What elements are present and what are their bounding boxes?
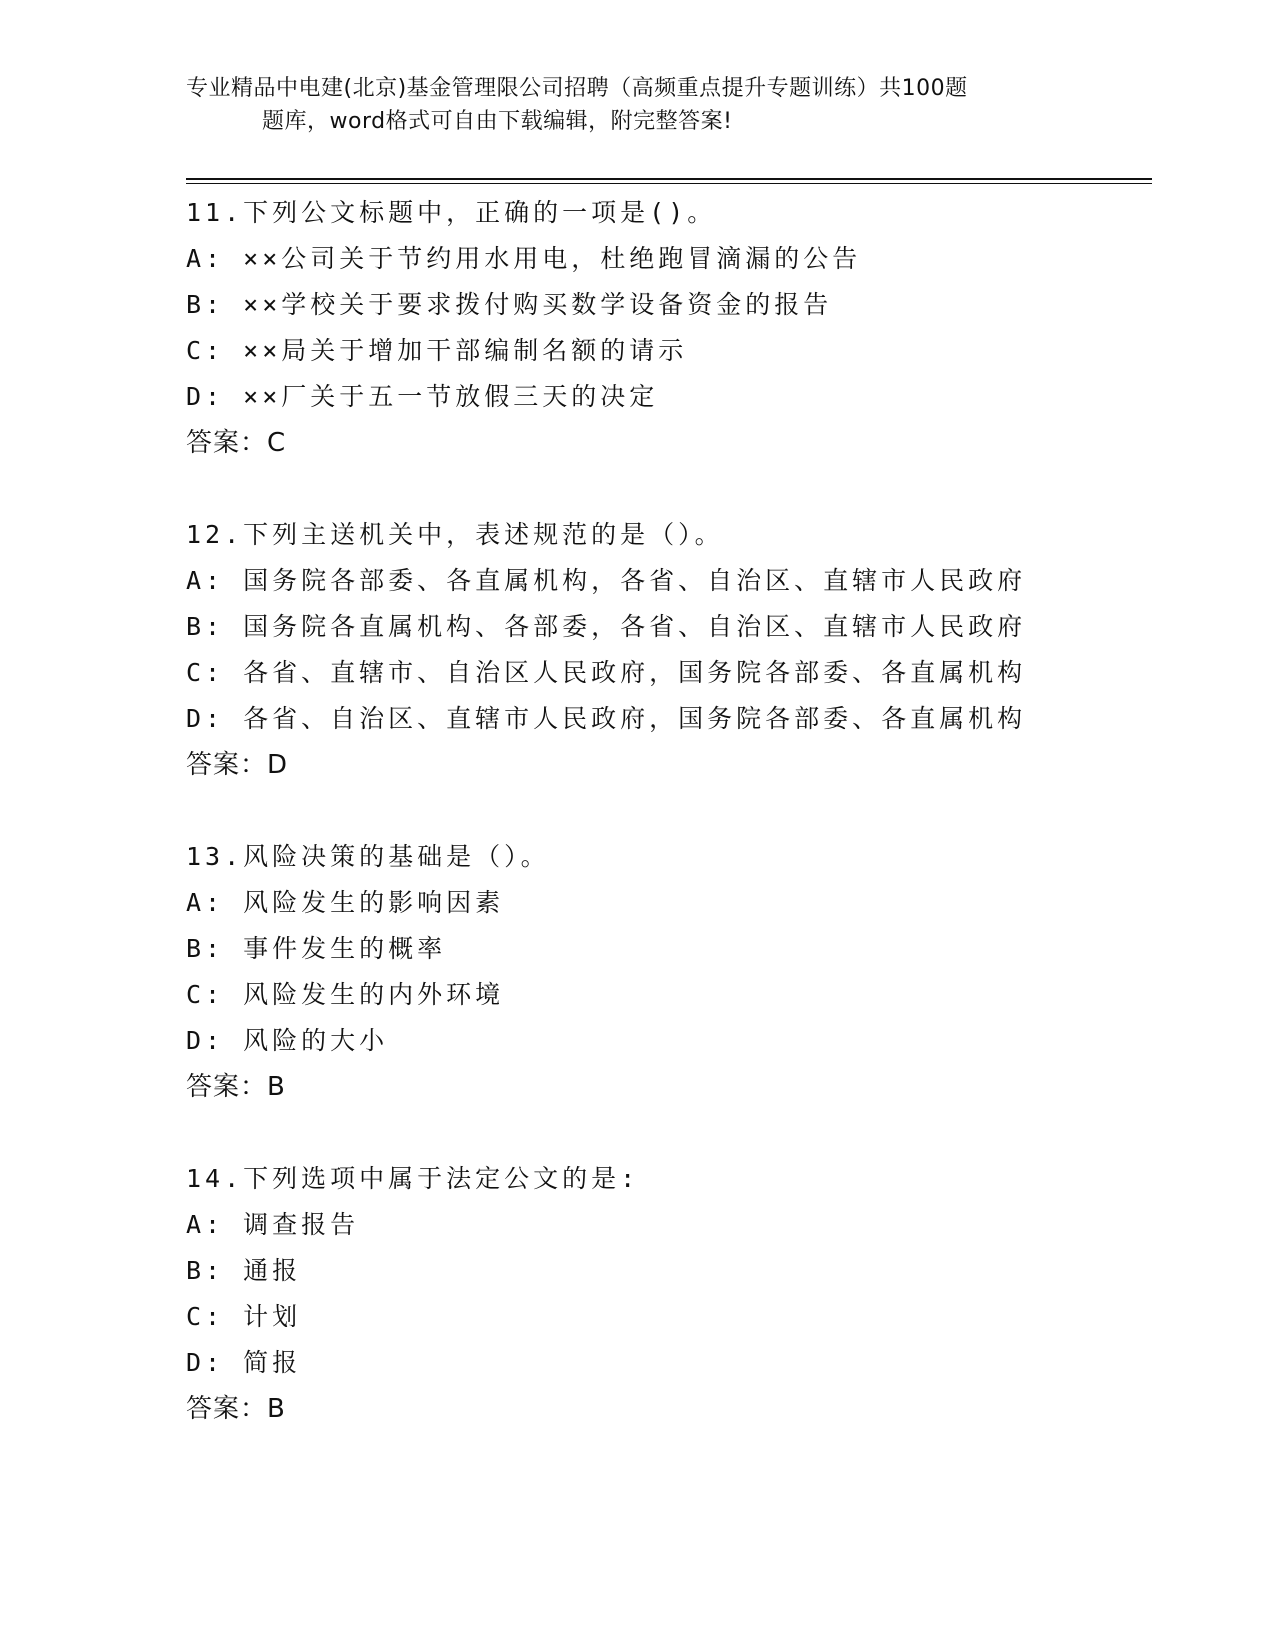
option-c: C: 各省、直辖市、自治区人民政府，国务院各部委、各直属机构 <box>186 658 1027 687</box>
question-stem: 13.风险决策的基础是（）。 <box>186 842 550 871</box>
header-title-line-2: 题库，word格式可自由下载编辑，附完整答案! <box>262 109 733 134</box>
option-a: A: 国务院各部委、各直属机构，各省、自治区、直辖市人民政府 <box>186 566 1027 595</box>
answer-text: 答案：C <box>186 428 287 458</box>
option-d: D: 各省、自治区、直辖市人民政府，国务院各部委、各直属机构 <box>186 704 1027 733</box>
option-c: C: 风险发生的内外环境 <box>186 980 505 1009</box>
option-a: A: 风险发生的影响因素 <box>186 888 505 917</box>
header-divider-thin <box>186 183 1152 184</box>
option-c: C: 计划 <box>186 1302 302 1331</box>
answer-text: 答案：B <box>186 1072 286 1102</box>
option-b: B: ××学校关于要求拨付购买数学设备资金的报告 <box>186 290 833 319</box>
answer-text: 答案：D <box>186 750 289 780</box>
question-list <box>186 190 1166 1478</box>
option-c: C: ××局关于增加干部编制名额的请示 <box>186 336 688 365</box>
option-d: D: 风险的大小 <box>186 1026 389 1055</box>
option-b: B: 事件发生的概率 <box>186 934 447 963</box>
option-b: B: 国务院各直属机构、各部委，各省、自治区、直辖市人民政府 <box>186 612 1027 641</box>
header-title-line-1: 专业精品中电建(北京)基金管理限公司招聘（高频重点提升专题训练）共100题 <box>186 76 968 101</box>
question-stem: 12.下列主送机关中，表述规范的是（）。 <box>186 520 724 549</box>
document-header <box>186 72 1066 138</box>
option-a: A: 调查报告 <box>186 1210 360 1239</box>
option-d: D: ××厂关于五一节放假三天的决定 <box>186 382 659 411</box>
question-block <box>186 1156 1166 1432</box>
option-d: D: 简报 <box>186 1348 302 1377</box>
option-a: A: ××公司关于节约用水用电，杜绝跑冒滴漏的公告 <box>186 244 862 273</box>
question-block <box>186 834 1166 1110</box>
question-stem: 14.下列选项中属于法定公文的是: <box>186 1164 640 1193</box>
question-block <box>186 190 1166 466</box>
question-block <box>186 512 1166 788</box>
question-stem: 11.下列公文标题中，正确的一项是()。 <box>186 198 717 227</box>
header-divider-thick <box>186 178 1152 180</box>
option-b: B: 通报 <box>186 1256 302 1285</box>
answer-text: 答案：B <box>186 1394 286 1424</box>
